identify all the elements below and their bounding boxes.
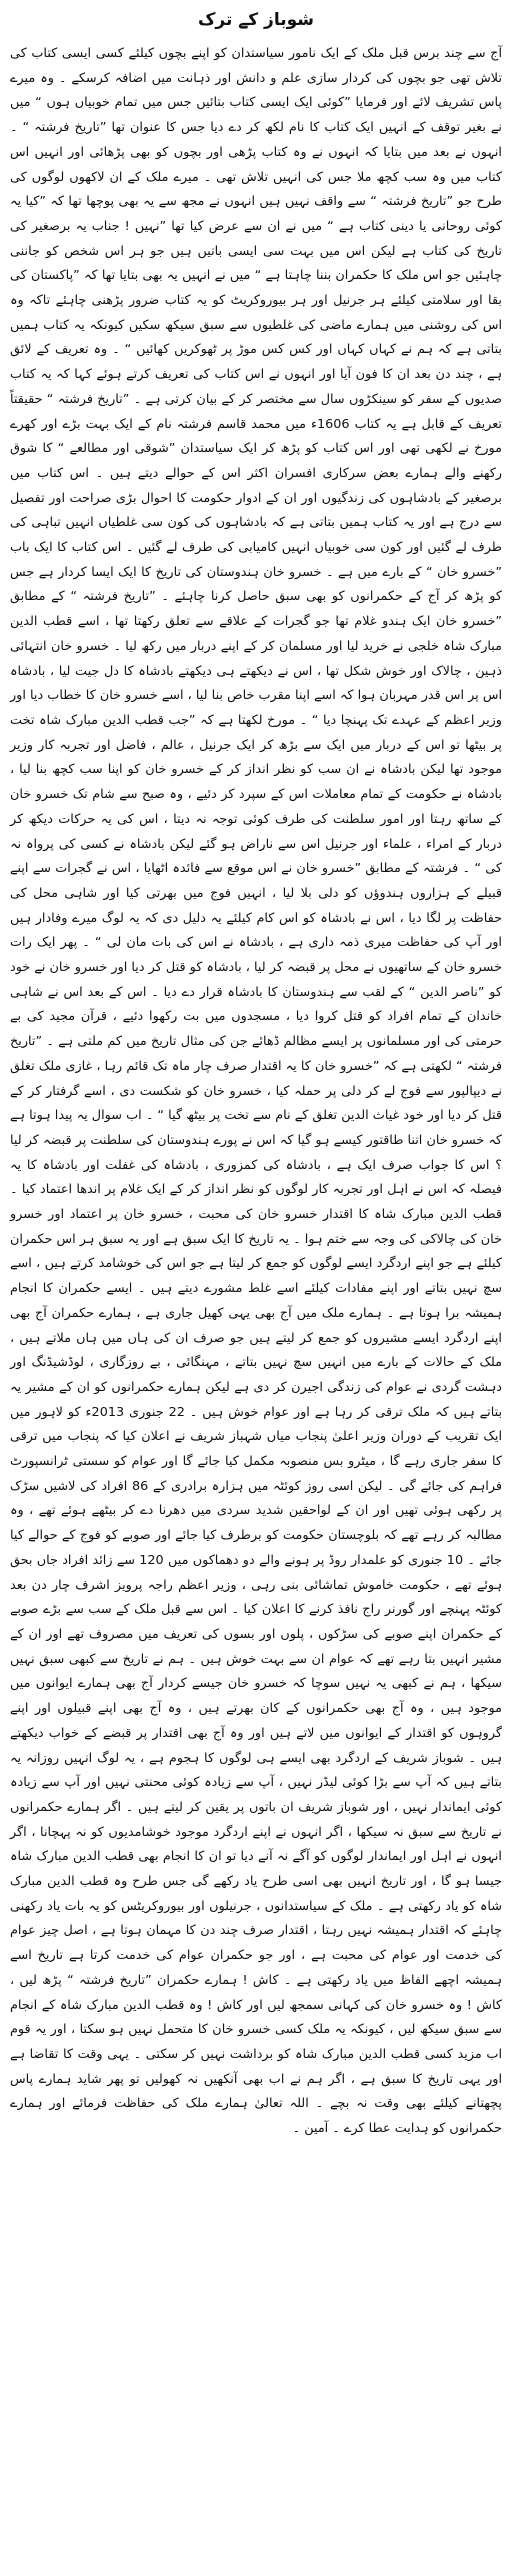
article-body: آج سے چند برس قبل ملک کے ایک نامور سیاستدان کو اپنے بچوں کیلئے کسی ایسی کتاب کی تلاش تھی جو بچوں کی کردار سازی علم و دانش اور ذہانت میں اضافہ کرسکے ۔ وہ میرے پاس تشریف لائے اور فرمایا ”کوئی ایک ایسی کتاب بتائیں جس میں تمام خوبیاں ہوں “ میں نے بغیر توقف کے انہیں ایک کتاب کا نام لکھ کر دے دیا جس کا عنوان تھا ”تاریخ فرشتہ “ ۔ انہوں نے بعد میں بتایا کہ انہوں نے وہ کتاب پڑھی اور بچوں کو بھی پڑھائی اور انہیں اس کتاب میں وہ سب کچھ ملا جس کی انہیں تلاش تھی ۔ میرے ملک کے ان لاکھوں لوگوں کی طرح جو ”تاریخ فرشتہ “ سے واقف نہیں ہیں انہوں نے مجھ سے یہ بھی پوچھا تھا کہ ”کیا یہ کوئی روحانی یا دینی کتاب ہے “ میں نے ان سے عرض کیا تھا ”نہیں ! جناب یہ برصغیر کی تاریخ کی کتاب ہے لیکن اس میں بہت سی ایسی باتیں ہیں جو ہر اس شخص کو جاننی چاہئیں جو اس ملک کا حکمران بننا چاہتا ہے “ میں نے انہیں یہ بھی بتایا تھا کہ ”پاکستان کی بقا اور سلامتی کیلئے ہر جرنیل اور ہر بیوروکریٹ کو یہ کتاب ضرور پڑھنی چاہئے تاکہ وہ اس کی روشنی میں ہمارے ماضی کی غلطیوں سے سبق سیکھ سکیں کیونکہ یہ کتاب ہمیں بتاتی ہے کہ ہم نے کہاں کہاں اور کس کس موڑ پر ٹھوکریں کھائیں “ ۔ وہ تعریف کے لائق ہے ، چند دن بعد ان کا فون آیا اور انہوں نے اس کتاب کی تعریف کرتے ہوئے کہا کہ یہ کتاب صدیوں کے سفر کو سینکڑوں سال سے مختصر کر کے بیان کرتی ہے ۔ ”تاریخ فرشتہ “ حقیقتاً تعریف کے قابل ہے یہ کتاب 1606ء میں محمد قاسم فرشتہ نام کے ایک بہت بڑے اور کھرے مورخ نے لکھی تھی اور اس کتاب کو پڑھ کر ایک سیاستدان ”شوقی اور مطالعے “ کا شوق رکھنے والے ہمارے بعض سرکاری افسران اکثر اس کے حوالے دیتے ہیں ۔ اس کتاب میں برصغیر کے بادشاہوں کی زندگیوں اور ان کے ادوار حکومت کا احوال بڑی صراحت اور تفصیل سے درج ہے اور یہ کتاب ہمیں بتاتی ہے کہ بادشاہوں کی کون سی غلطیاں انہیں تباہی کی طرف لے گئیں اور کون سی خوبیاں انہیں کامیابی کی طرف لے گئیں ۔ اس کتاب کا ایک باب ”خسرو خان “ کے بارے میں ہے ۔ خسرو خان ہندوستان کی تاریخ کا ایک ایسا کردار ہے جس کو پڑھ کر آج کے حکمرانوں کو بھی سبق حاصل کرنا چاہئے ۔ ”تاریخ فرشتہ “ کے مطابق ”خسرو خان ایک ہندو غلام تھا جو گجرات کے علاقے سے تعلق رکھتا تھا ، اسے قطب الدین مبارک شاہ خلجی نے خرید لیا اور مسلمان کر کے اپنے دربار میں رکھ لیا ۔ خسرو خان انتہائی ذہین ، چالاک اور خوش شکل تھا ، اس نے دیکھتے ہی دیکھتے بادشاہ کا دل جیت لیا ، بادشاہ اس پر اس قدر مہربان ہوا کہ اسے اپنا مقرب خاص بنا لیا ، اسے خسرو خان کا خطاب دیا اور وزیر اعظم کے عہدے تک پہنچا دیا “ ۔ مورخ لکھتا ہے کہ ”جب قطب الدین مبارک شاہ تخت پر بیٹھا تو اس کے دربار میں ایک سے بڑھ کر ایک جرنیل ، عالم ، فاضل اور تجربہ کار وزیر موجود تھا لیکن بادشاہ نے ان سب کو نظر انداز کر کے خسرو خان کو اپنا سب کچھ بنا لیا ، بادشاہ نے حکومت کے تمام معاملات اس کے سپرد کر دئیے ، وہ صبح سے شام تک خسرو خان کے ساتھ رہتا اور امور سلطنت کی طرف کوئی توجہ نہ دیتا ، اس کی یہ حرکات دیکھ کر دربار کے امراء ، علماء اور جرنیل اس سے ناراض ہو گئے لیکن بادشاہ نے کسی کی پرواہ نہ کی “ ۔ فرشتہ کے مطابق ”خسرو خان نے اس موقع سے فائدہ اٹھایا ، اس نے گجرات سے اپنے قبیلے کے ہزاروں ہندوؤں کو دلی بلا لیا ، انہیں فوج میں بھرتی کیا اور شاہی محل کی حفاظت پر لگا دیا ، اس نے بادشاہ کو اس کام کیلئے یہ دلیل دی کہ یہ لوگ میرے وفادار ہیں اور آپ کی حفاظت میری ذمہ داری ہے ، بادشاہ نے اس کی بات مان لی “ ۔ پھر ایک رات خسرو خان کے ساتھیوں نے محل پر قبضہ کر لیا ، بادشاہ کو قتل کر دیا اور خسرو خان نے خود کو ”ناصر الدین “ کے لقب سے ہندوستان کا بادشاہ قرار دے دیا ۔ اس کے بعد اس نے شاہی خاندان کے تمام افراد کو قتل کروا دیا ، مسجدوں میں بت رکھوا دئیے ، قرآن مجید کی بے حرمتی کی اور مسلمانوں پر ایسے مظالم ڈھائے جن کی مثال تاریخ میں کم ملتی ہے ۔ ”تاریخ فرشتہ “ لکھتی ہے کہ ”خسرو خان کا یہ اقتدار صرف چار ماہ تک قائم رہا ، غازی ملک تغلق نے دیپالپور سے فوج لے کر دلی پر حملہ کیا ، خسرو خان کو شکست دی ، اسے گرفتار کر کے قتل کر دیا اور خود غیاث الدین تغلق کے نام سے تخت پر بیٹھ گیا “ ۔ اب سوال یہ پیدا ہوتا ہے کہ خسرو خان اتنا طاقتور کیسے ہو گیا کہ اس نے پورے ہندوستان کی سلطنت پر قبضہ کر لیا ؟ اس کا جواب صرف ایک ہے ، بادشاہ کی کمزوری ، بادشاہ کی غفلت اور بادشاہ کا یہ فیصلہ کہ اس نے اہل اور تجربہ کار لوگوں کو نظر انداز کر کے ایک غلام پر اندھا اعتماد کیا ۔ قطب الدین مبارک شاہ کا اقتدار خسرو خان کی محبت ، خسرو خان پر اعتماد اور خسرو خان کی چالاکی کی وجہ سے ختم ہوا ۔ یہ تاریخ کا ایک سبق ہے اور یہ سبق ہر اس حکمران کیلئے ہے جو اپنے اردگرد ایسے لوگوں کو جمع کر لیتا ہے جو اس کی خوشامد کرتے ہیں ، اسے سچ نہیں بتاتے اور اپنے مفادات کیلئے اسے غلط مشورے دیتے ہیں ۔ ایسے حکمران کا انجام ہمیشہ برا ہوتا ہے ۔ ہمارے ملک میں آج بھی یہی کھیل جاری ہے ، ہمارے حکمران آج بھی اپنے اردگرد ایسے مشیروں کو جمع کر لیتے ہیں جو صرف ان کی ہاں میں ہاں ملاتے ہیں ، ملک کے حالات کے بارے میں انہیں سچ نہیں بتاتے ، مہنگائی ، بے روزگاری ، لوڈشیڈنگ اور دہشت گردی نے عوام کی زندگی اجیرن کر دی ہے لیکن ہمارے حکمرانوں کو ان کے مشیر یہ بتاتے ہیں کہ ملک ترقی کر رہا ہے اور عوام خوش ہیں ۔ 22 جنوری 2013ء کو لاہور میں ایک تقریب کے دوران وزیر اعلیٰ پنجاب میاں شہباز شریف نے اعلان کیا کہ پنجاب میں ترقی کا سفر جاری رہے گا ، میٹرو بس منصوبہ مکمل کیا جائے گا اور عوام کو سستی ٹرانسپورٹ فراہم کی جائے گی ۔ لیکن اسی روز کوئٹہ میں ہزارہ برادری کے 86 افراد کی لاشیں سڑک پر رکھی ہوئی تھیں اور ان کے لواحقین شدید سردی میں دھرنا دے کر بیٹھے ہوئے تھے ، وہ مطالبہ کر رہے تھے کہ بلوچستان حکومت کو برطرف کیا جائے اور صوبے کو فوج کے حوالے کیا جائے ۔ 10 جنوری کو علمدار روڈ پر ہونے والے دو دھماکوں میں 120 سے زائد افراد جاں بحق ہوئے تھے ، حکومت خاموش تماشائی بنی رہی ، وزیر اعظم راجہ پرویز اشرف چار دن بعد کوئٹہ پہنچے اور گورنر راج نافذ کرنے کا اعلان کیا ۔ اس سے قبل ملک کے سب سے بڑے صوبے کے حکمران اپنے صوبے کی سڑکوں ، پلوں اور بسوں کی تعریف میں مصروف تھے اور ان کے مشیر انہیں بتا رہے تھے کہ عوام ان سے بہت خوش ہیں ۔ ہم نے تاریخ سے کبھی سبق نہیں سیکھا ، ہم نے کبھی یہ نہیں سوچا کہ خسرو خان جیسے کردار آج بھی ہمارے ایوانوں میں موجود ہیں ، وہ آج بھی حکمرانوں کے کان بھرتے ہیں ، وہ آج بھی اپنے قبیلوں اور اپنے گروہوں کو اقتدار کے ایوانوں میں لاتے ہیں اور وہ آج بھی اقتدار پر قبضے کے خواب دیکھتے ہیں ۔ شوباز شریف کے اردگرد بھی ایسے ہی لوگوں کا ہجوم ہے ، یہ لوگ انہیں روزانہ یہ بتاتے ہیں کہ آپ سے بڑا کوئی لیڈر نہیں ، آپ سے زیادہ کوئی محنتی نہیں اور آپ سے زیادہ کوئی ایماندار نہیں ، اور شوباز شریف ان باتوں پر یقین کر لیتے ہیں ۔ اگر ہمارے حکمرانوں نے تاریخ سے سبق نہ سیکھا ، اگر انہوں نے اپنے اردگرد موجود خوشامدیوں کو نہ پہچانا ، اگر انہوں نے اہل اور ایماندار لوگوں کو آگے نہ آنے دیا تو ان کا انجام بھی قطب الدین مبارک شاہ جیسا ہو گا ، اور تاریخ انہیں بھی اسی طرح یاد رکھے گی جس طرح وہ قطب الدین مبارک شاہ کو یاد رکھتی ہے ۔ ملک کے سیاستدانوں ، جرنیلوں اور بیوروکریٹس کو یہ بات یاد رکھنی چاہئے کہ اقتدار ہمیشہ نہیں رہتا ، اقتدار صرف چند دن کا مہمان ہوتا ہے ، اصل چیز عوام کی خدمت اور عوام کی محبت ہے ، اور جو حکمران عوام کی خدمت کرتا ہے تاریخ اسے ہمیشہ اچھے الفاظ میں یاد رکھتی ہے ۔ کاش ! ہمارے حکمران ”تاریخ فرشتہ “ پڑھ لیں ، کاش ! وہ خسرو خان کی کہانی سمجھ لیں اور کاش ! وہ قطب الدین مبارک شاہ کے انجام سے سبق سیکھ لیں ، کیونکہ یہ ملک کسی خسرو خان کا متحمل نہیں ہو سکتا ، اور یہ قوم اب مزید کسی قطب الدین مبارک شاہ کو برداشت نہیں کر سکتی ۔ یہی وقت کا تقاضا ہے اور یہی تاریخ کا سبق ہے ، اگر ہم نے اب بھی آنکھیں نہ کھولیں تو پھر شاید ہمارے پاس پچھتانے کیلئے بھی وقت نہ بچے ۔ اللہ تعالیٰ ہمارے ملک کی حفاظت فرمائے اور ہمارے حکمرانوں کو ہدایت عطا کرے ۔ آمین ۔	[10, 46, 503, 2137]
article-headline: شوباز کے ترک	[198, 10, 314, 30]
